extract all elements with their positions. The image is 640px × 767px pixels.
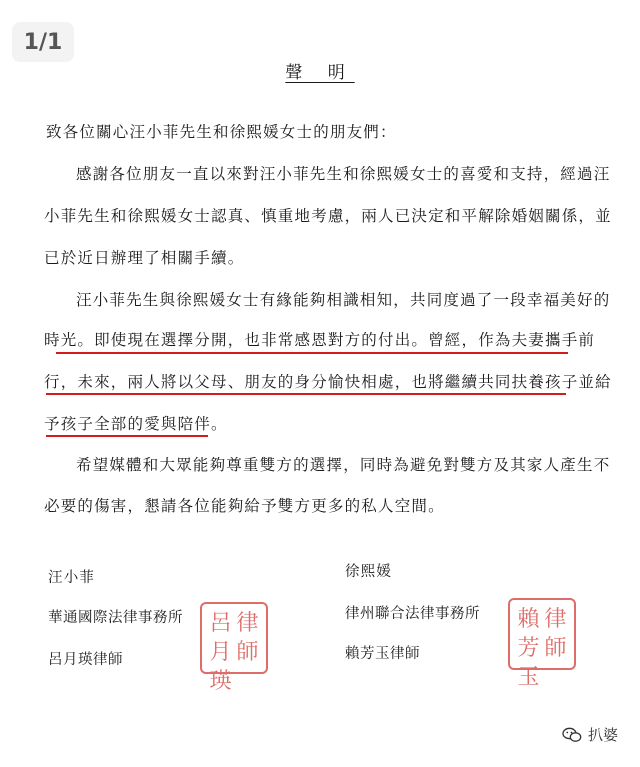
paragraph-2-line-2: 時光。即使現在選擇分開，也非常感恩對方的付出。曾經，作為夫妻攜手前: [44, 331, 596, 349]
footer-watermark: [562, 724, 618, 745]
footer-brand: 扒婆: [587, 726, 618, 744]
wechat-icon: [562, 727, 582, 743]
paragraph-1-line-1: 感謝各位朋友一直以來對汪小菲先生和徐熙媛女士的喜愛和支持，經過汪: [76, 165, 611, 183]
paragraph-2-line-1: 汪小菲先生與徐熙媛女士有緣能夠相識相知，共同度過了一段幸福美好的: [76, 291, 611, 309]
lawyer-seal-left: 呂月 律師 瑛: [200, 602, 268, 674]
law-firm-right: 律州聯合法律事務所: [345, 606, 480, 622]
highlight-underline-2: [46, 393, 566, 395]
lawyer-name-left: 呂月瑛律師: [48, 652, 123, 668]
paragraph-2-line-3: 行，未來，兩人將以父母、朋友的身分愉快相處，也將繼續共同扶養孩子並給: [44, 373, 612, 391]
highlight-underline-3: [46, 435, 208, 437]
salutation: 致各位關心汪小菲先生和徐熙媛女士的朋友們：: [46, 123, 397, 141]
lawyer-name-right: 賴芳玉律師: [345, 646, 420, 662]
paragraph-3-line-2: 必要的傷害，懇請各位能夠給予雙方更多的私人空間。: [44, 497, 445, 515]
paragraph-2-line-4: 予孩子全部的愛與陪伴。: [44, 415, 228, 433]
page-indicator: 1/1: [12, 22, 74, 62]
paragraph-3-line-1: 希望媒體和大眾能夠尊重雙方的選擇，同時為避免對雙方及其家人產生不: [76, 456, 611, 474]
document-title: 聲 明: [285, 63, 355, 83]
lawyer-seal-right: 賴芳 律師 玉: [508, 598, 576, 670]
signatory-name-right: 徐熙媛: [345, 564, 393, 580]
paragraph-1-line-3: 已於近日辦理了相關手續。: [44, 249, 245, 267]
paragraph-1-line-2: 小菲先生和徐熙媛女士認真、慎重地考慮，兩人已決定和平解除婚姻關係，並: [44, 207, 612, 225]
signatory-name-left: 汪小菲: [48, 570, 96, 586]
highlight-underline-1: [56, 352, 568, 354]
law-firm-left: 華通國際法律事務所: [48, 610, 183, 626]
